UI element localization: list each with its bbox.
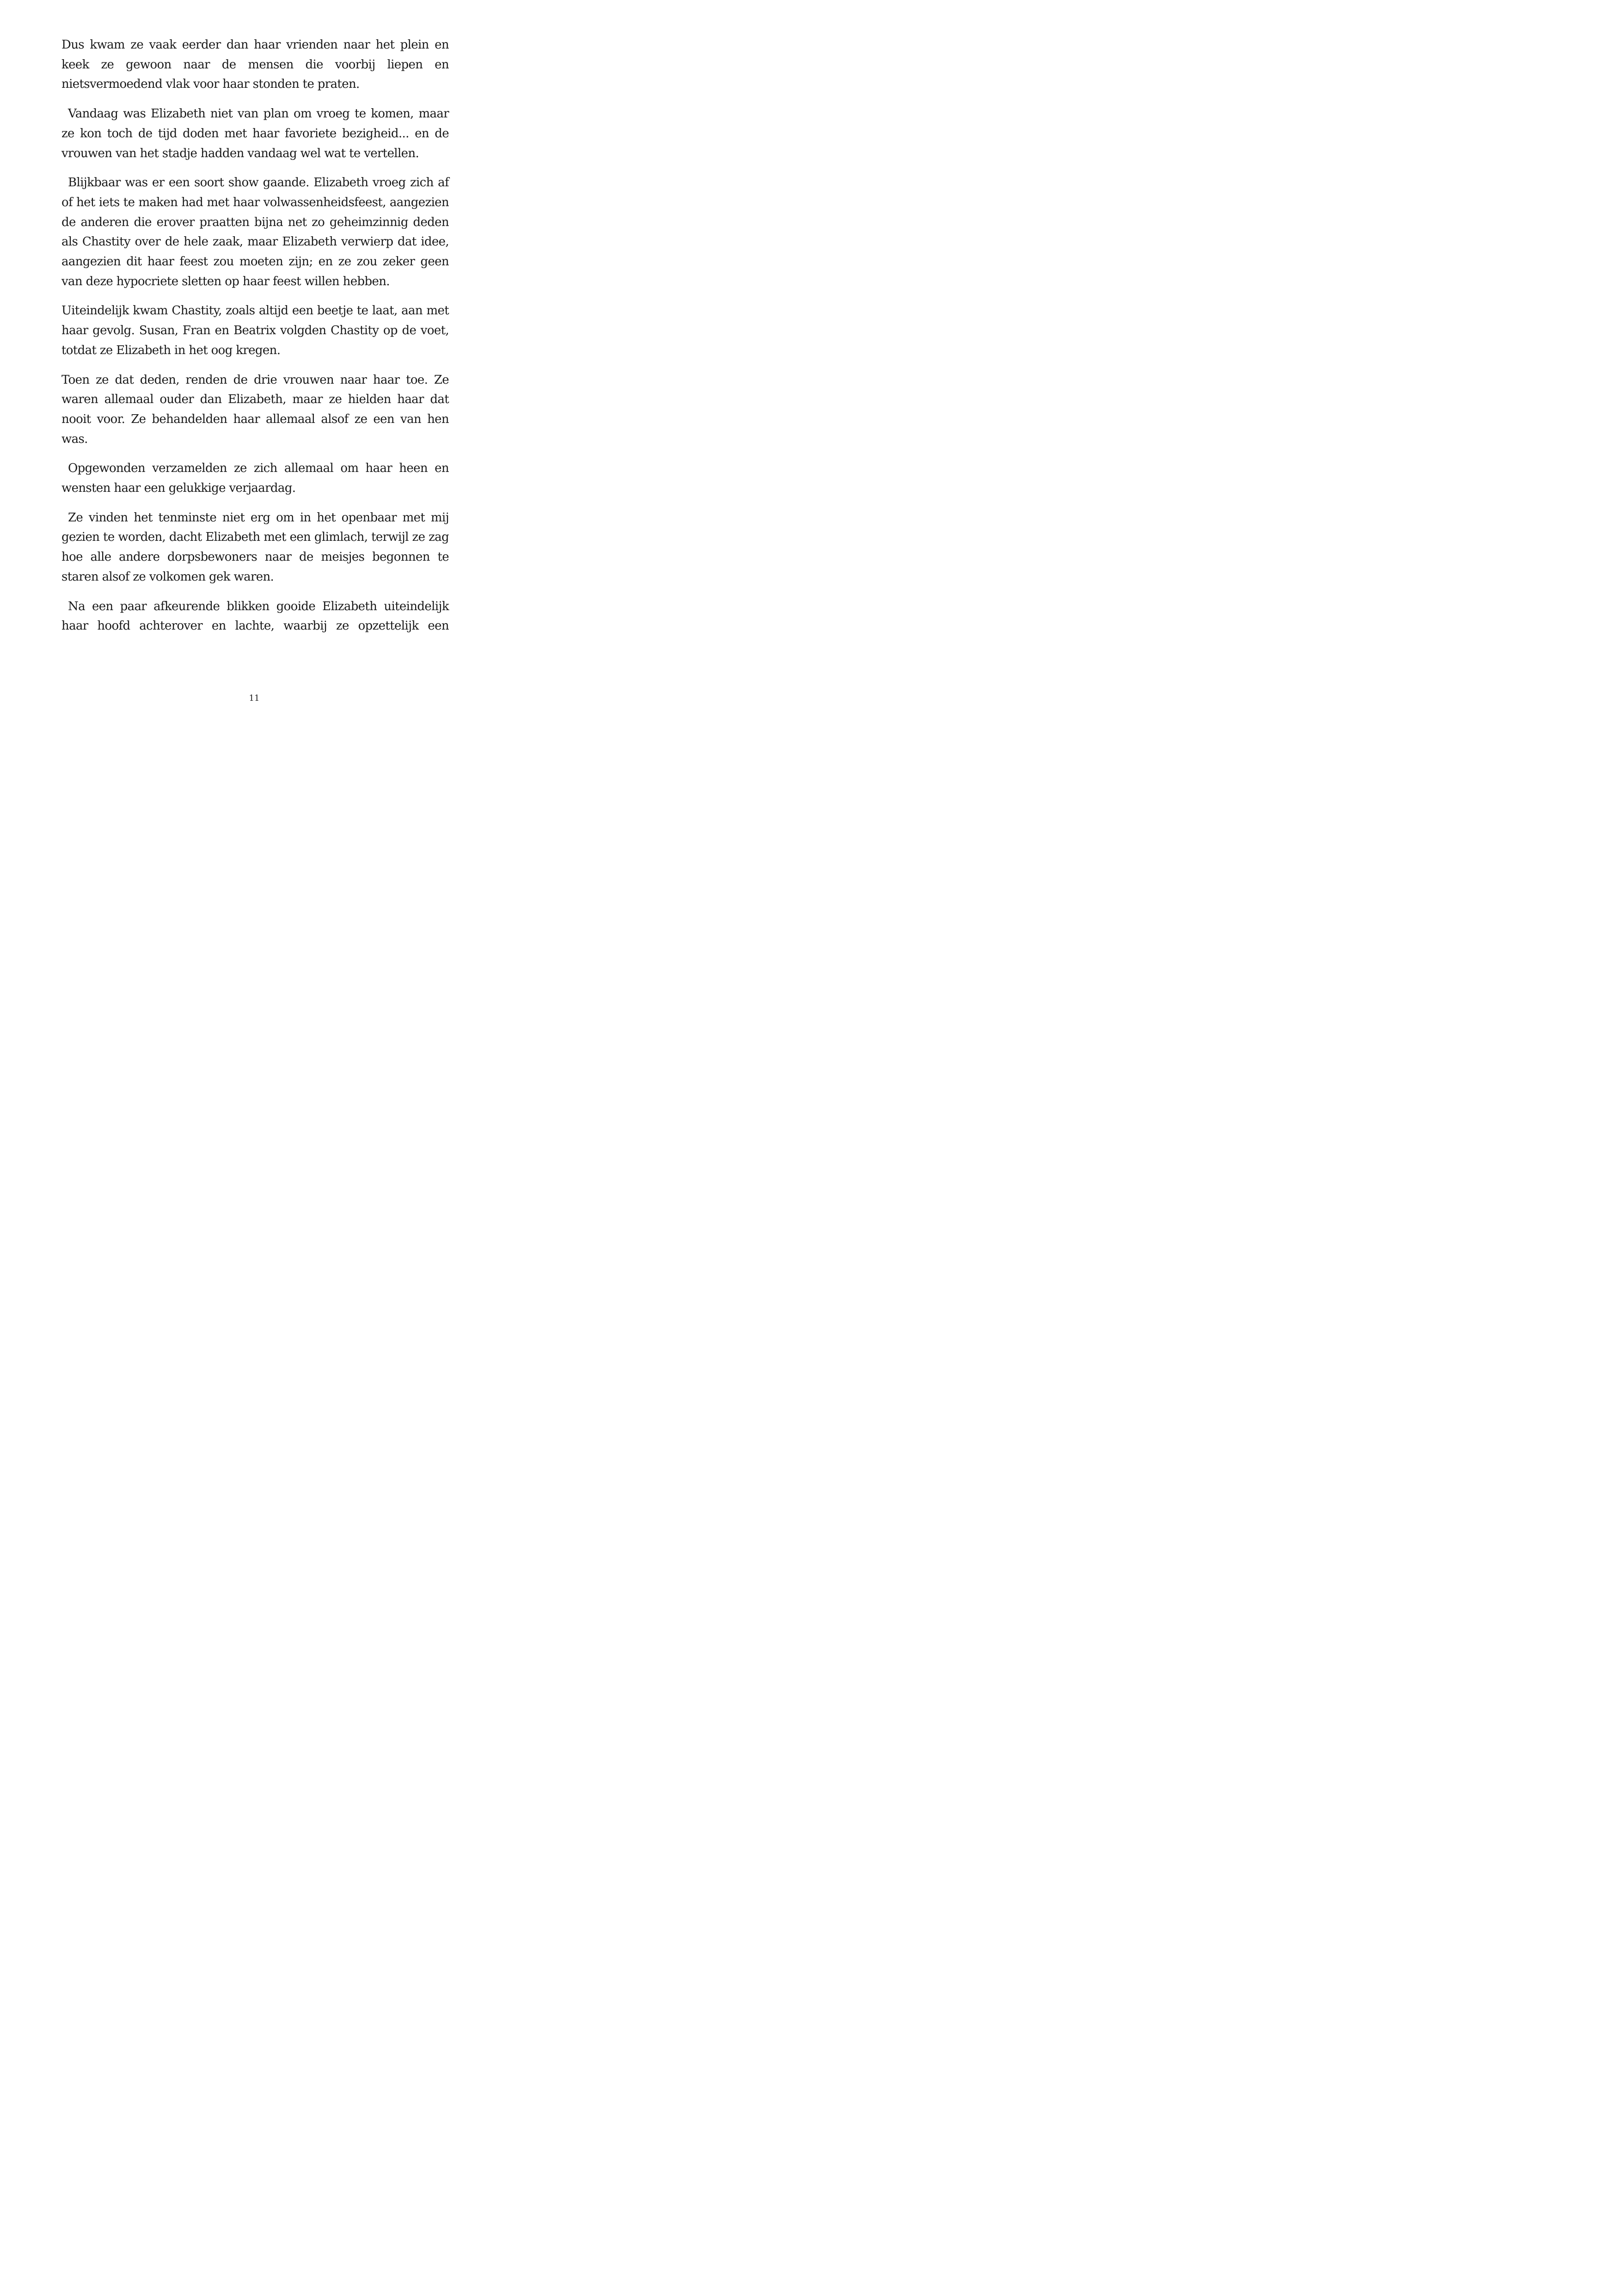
paragraph-1: Dus kwam ze vaak eerder dan haar vrienden naar het plein en keek ze gewoon naar de mensen die voorbij liepen en nietsvermoedend vlak voor haar stonden te praten. bbox=[61, 38, 449, 92]
page-body-text bbox=[61, 35, 449, 646]
page-number: 11 bbox=[249, 693, 260, 703]
book-page bbox=[0, 0, 509, 722]
paragraph-3: Blijkbaar was er een soort show gaande. Elizabeth vroeg zich af of het iets te maken had met haar volwassenheidsfeest, aangezien de anderen die erover praatten bijna net zo geheimzinnig deden als Chastity over de hele zaak, maar Elizabeth verwierp dat idee, aangezien dit haar feest zou moeten zijn; en ze zou zeker geen van deze hypocriete sletten op haar feest willen hebben. bbox=[61, 176, 449, 288]
paragraph-7: Ze vinden het tenminste niet erg om in het openbaar met mij gezien te worden, dacht Elizabeth met een glimlach, terwijl ze zag hoe alle andere dorpsbewoners naar de meisjes begonnen te staren alsof ze volkomen gek waren. bbox=[61, 510, 449, 584]
paragraph-4: Uiteindelijk kwam Chastity, zoals altijd een beetje te laat, aan met haar gevolg. Susan, Fran en Beatrix volgden Chastity op de voet, totdat ze Elizabeth in het oog kregen. bbox=[61, 304, 449, 357]
paragraph-2: Vandaag was Elizabeth niet van plan om vroeg te komen, maar ze kon toch de tijd doden met haar favoriete bezigheid... en de vrouwen van het stadje hadden vandaag wel wat te vertellen. bbox=[61, 107, 449, 160]
paragraph-8: Na een paar afkeurende blikken gooide Elizabeth uiteindelijk haar hoofd achterover en lachte, waarbij ze opzettelijk een bbox=[61, 599, 449, 633]
paragraph-6: Opgewonden verzamelden ze zich allemaal om haar heen en wensten haar een gelukkige verjaardag. bbox=[61, 461, 449, 496]
paragraph-5: Toen ze dat deden, renden de drie vrouwen naar haar toe. Ze waren allemaal ouder dan Elizabeth, maar ze hielden haar dat nooit voor. Ze behandelden haar allemaal alsof ze een van hen was. bbox=[61, 373, 449, 446]
